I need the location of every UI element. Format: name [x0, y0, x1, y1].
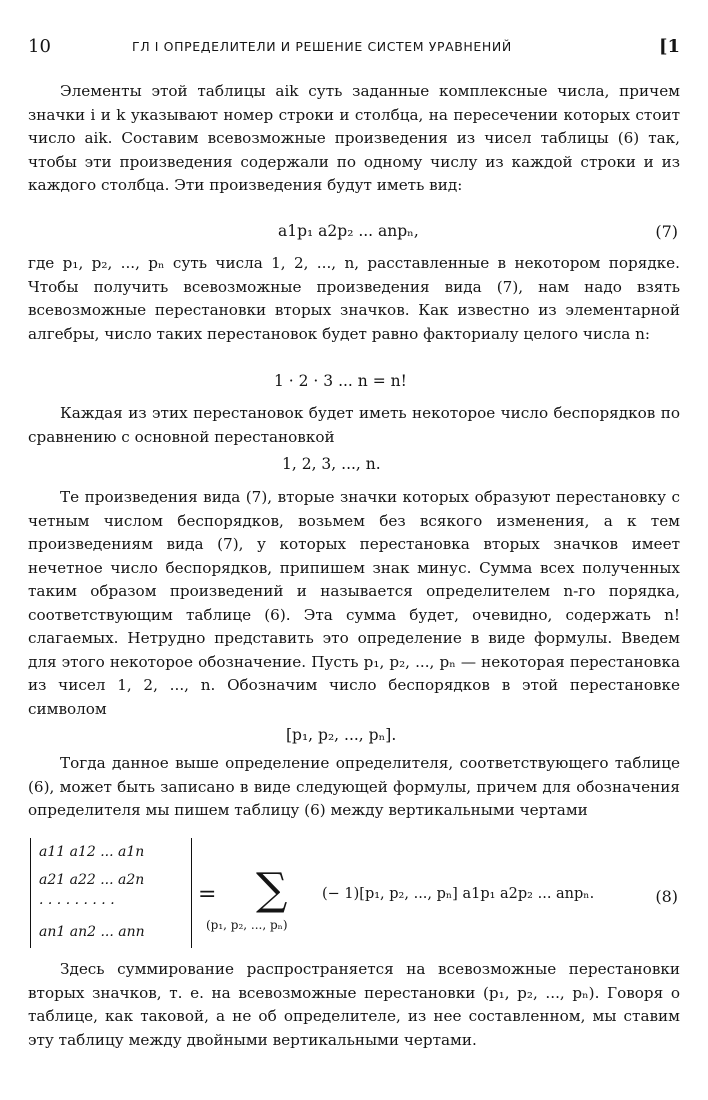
formula-8-number: (8) — [655, 887, 678, 906]
determinant-matrix — [30, 838, 192, 948]
paragraph-2: где p₁, p₂, ..., pₙ суть числа 1, 2, ..., n, расставленные в некотором порядке. Чтобы получить всевозможные произведения вида (7), нам надо взять всевозможные перестановки вторых значков. Как известно из элементарной алгебры, число таких перестановок будет равно факториалу целого числа n: — [28, 254, 680, 343]
det-row: a21 a22 ... a2n — [39, 872, 145, 888]
paragraph-3: Каждая из этих перестановок будет иметь некоторое число беспорядков по сравнению с основной перестановкой — [28, 404, 680, 446]
formula-disorder-symbol: [p₁, p₂, ..., pₙ]. — [286, 726, 397, 744]
paragraph-4: Те произведения вида (7), вторые значки которых образуют перестановку с четным числом беспорядков, возьмем без всякого изменения, а к тем произведениям вида (7), у которых перестановка вторых значков имеет нечетное число беспорядков, припишем знак минус. Сумма всех полученных таким образом произведений и называется определителем n-го порядка, соответствующим таблице (6). Эта сумма будет, очевидно, содержать n! слагаемых. Нетрудно представить это определение в виде формулы. Введем для этого некоторое обозначение. Пусть p₁, p₂, ..., pₙ — некоторая перестановка из чисел 1, 2, ..., n. Обозначим число беспорядков в этой перестановке символом — [28, 488, 680, 718]
paragraph-1: Элементы этой таблицы aik суть заданные комплексные числа, причем значки i и k указывают номер строки и столбца, на пересечении которых стоит число aik. Составим всевозможные произведения из чисел таблицы (6) так, чтобы эти произведения содержали по одному числу из каждой строки и из каждого столбца. Эти произведения будут иметь вид: — [28, 82, 680, 194]
formula-8-term: (− 1)[p₁, p₂, ..., pₙ] a1p₁ a2p₂ ... anpₙ. — [322, 886, 595, 902]
det-row: · · · · · · · · · — [39, 896, 115, 912]
section-mark: [1 — [658, 36, 680, 57]
formula-basic-permutation: 1, 2, 3, ..., n. — [282, 455, 381, 473]
formula-factorial: 1 · 2 · 3 ... n = n! — [274, 372, 407, 390]
formula-7: a1p₁ a2p₂ ... anpₙ, — [278, 222, 419, 240]
det-row: an1 an2 ... ann — [39, 924, 145, 940]
summation-sign: ∑ — [256, 864, 288, 915]
det-row: a11 a12 ... a1n — [39, 844, 145, 860]
page-header — [28, 36, 680, 60]
formula-7-number: (7) — [655, 222, 678, 241]
paragraph-5: Тогда данное выше определение определителя, соответствующего таблице (6), может быть записано в виде следующей формулы, причем для обозначения определителя мы пишем таблицу (6) между вертикальными чертами — [28, 754, 680, 819]
formula-8-equals: = — [198, 882, 217, 907]
page-number: 10 — [28, 36, 51, 57]
paragraph-6: Здесь суммирование распространяется на всевозможные перестановки вторых значков, т. е. на всевозможные перестановки (p₁, p₂, ..., pₙ). Говоря о таблице, как таковой, а не об определителе, из нее составленном, мы ставим эту таблицу между двойными вертикальными чертами. — [28, 960, 680, 1049]
running-title: ГЛ I ОПРЕДЕЛИТЕЛИ И РЕШЕНИЕ СИСТЕМ УРАВНЕНИЙ — [132, 39, 512, 54]
formula-8-sum-index: (p₁, p₂, ..., pₙ) — [206, 918, 288, 932]
